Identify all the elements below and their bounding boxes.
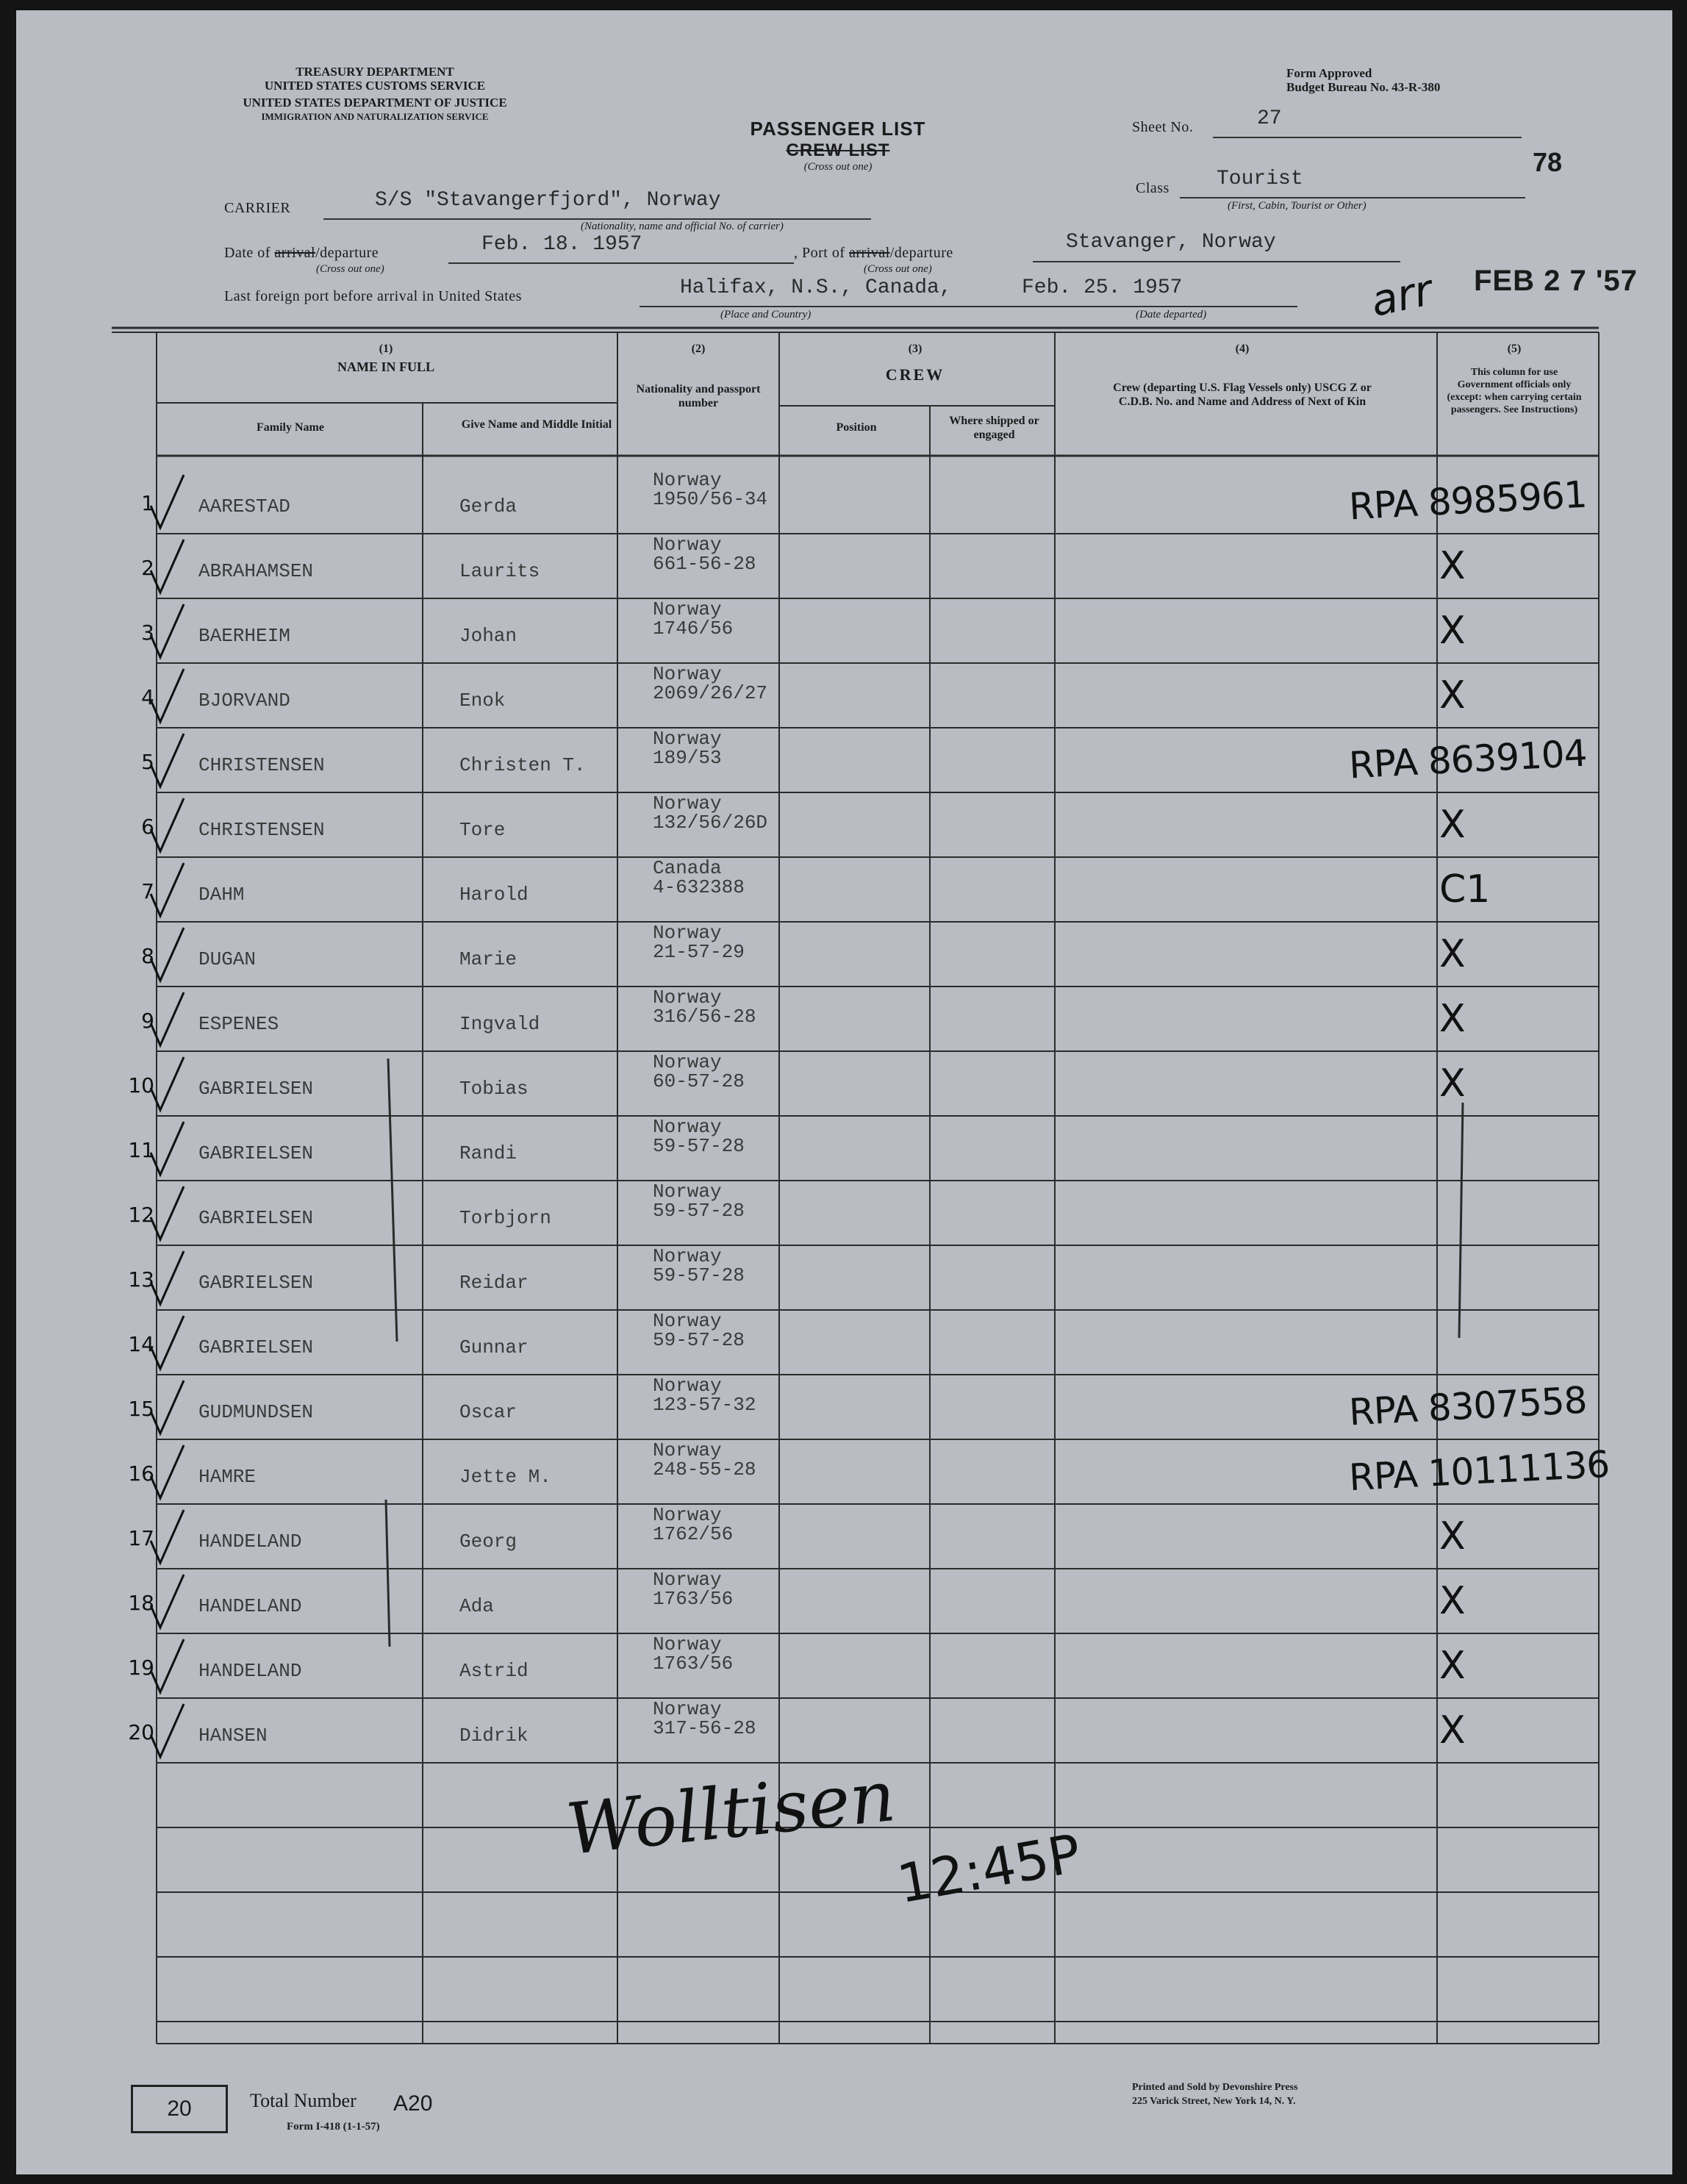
- family-name: GABRIELSEN: [198, 1336, 314, 1358]
- family-name: CHRISTENSEN: [198, 754, 325, 776]
- col2-number: (2): [691, 343, 706, 355]
- col5-title: This column for use Government officials only (except: when carrying certain passengers. See Instructions): [1447, 367, 1582, 415]
- cross-out-hint: (Cross out one): [803, 161, 873, 173]
- official-mark: RPA 8307558: [1347, 1378, 1588, 1434]
- last-port-label: Last foreign port before arrival in United States: [224, 288, 522, 304]
- family-name: DUGAN: [198, 948, 257, 970]
- row-number: 2: [141, 556, 154, 580]
- date-label-post: /departure: [315, 245, 379, 261]
- table-row: [0, 1633, 1687, 1698]
- carrier-label: CARRIER: [224, 200, 291, 216]
- table-row: [0, 1181, 1687, 1245]
- given-name: Ada: [459, 1595, 494, 1617]
- date-hint: (Cross out one): [316, 263, 384, 275]
- official-mark: X: [1439, 609, 1466, 653]
- col3-title: CREW: [885, 365, 945, 384]
- given-name: Enok: [459, 690, 506, 712]
- signature-time: 12:45P: [892, 1822, 1086, 1916]
- agency-line: TREASURY DEPARTMENT: [296, 65, 454, 79]
- last-port-date-hint: (Date departed): [1136, 309, 1207, 321]
- row-number: 3: [141, 620, 154, 645]
- table-row: [0, 534, 1687, 598]
- row-number: 12: [128, 1203, 154, 1227]
- given-name: Christen T.: [459, 754, 586, 776]
- arrival-handwritten: arr: [1366, 265, 1437, 326]
- class-value: Tourist: [1217, 168, 1303, 190]
- row-number: 11: [128, 1138, 154, 1162]
- official-mark: RPA 10111136: [1347, 1442, 1611, 1500]
- total-value: A20: [393, 2091, 433, 2116]
- nationality: Norway: [653, 1375, 722, 1397]
- row-number: 5: [141, 750, 154, 774]
- col1-family-name: Family Name: [257, 421, 324, 434]
- passport-number: 59-57-28: [653, 1200, 745, 1222]
- nationality: Norway: [653, 1181, 722, 1203]
- nationality: Norway: [653, 792, 722, 814]
- passport-number: 60-57-28: [653, 1070, 745, 1092]
- official-mark: X: [1439, 932, 1466, 976]
- form-number: Form I-418 (1-1-57): [287, 2121, 380, 2133]
- passport-number: 132/56/26D: [653, 812, 768, 834]
- family-name: GABRIELSEN: [198, 1207, 314, 1229]
- passport-number: 317-56-28: [653, 1717, 756, 1739]
- family-name: DAHM: [198, 884, 245, 906]
- form-approved: Form Approved: [1286, 66, 1372, 80]
- date-label-crossed: arrival: [274, 245, 316, 261]
- nationality: Norway: [653, 987, 722, 1009]
- passport-number: 4-632388: [653, 876, 745, 898]
- nationality: Norway: [653, 728, 722, 750]
- family-name: BJORVAND: [198, 690, 290, 712]
- printer-info: [1132, 2080, 1297, 2108]
- row-number: 8: [141, 944, 154, 968]
- family-name: HANDELAND: [198, 1530, 302, 1553]
- row-number: 4: [141, 685, 154, 709]
- col1-given-name: Give Name and Middle Initial: [461, 418, 612, 431]
- nationality: Norway: [653, 1245, 722, 1267]
- passport-number: 661-56-28: [653, 553, 756, 575]
- nationality: Norway: [653, 663, 722, 685]
- passport-number: 1763/56: [653, 1653, 734, 1675]
- agency-line: UNITED STATES DEPARTMENT OF JUSTICE: [243, 96, 507, 110]
- title-crew-list-crossed: CREW LIST: [786, 140, 890, 160]
- table-row: [0, 1698, 1687, 1763]
- sheet-number: 27: [1257, 107, 1282, 130]
- official-mark: X: [1439, 997, 1466, 1041]
- given-name: Tore: [459, 819, 506, 841]
- nationality: Norway: [653, 1504, 722, 1526]
- nationality: Norway: [653, 1569, 722, 1591]
- given-name: Oscar: [459, 1401, 517, 1423]
- passport-number: 59-57-28: [653, 1329, 745, 1351]
- passport-number: 1762/56: [653, 1523, 734, 1545]
- given-name: Ingvald: [459, 1013, 540, 1035]
- row-number: 17: [128, 1526, 154, 1550]
- official-mark: RPA 8985961: [1347, 473, 1588, 529]
- row-number: 18: [128, 1591, 154, 1615]
- passport-number: 59-57-28: [653, 1135, 745, 1157]
- given-name: Gerda: [459, 495, 517, 518]
- col3-position: Position: [836, 421, 877, 434]
- table-row: [0, 1116, 1687, 1181]
- departure-date: Feb. 18. 1957: [481, 233, 642, 256]
- row-number: 10: [128, 1073, 154, 1098]
- col1-title: NAME IN FULL: [337, 359, 434, 374]
- family-name: HAMRE: [198, 1466, 257, 1488]
- table-row: [0, 857, 1687, 922]
- official-mark: X: [1439, 803, 1466, 847]
- given-name: Randi: [459, 1142, 517, 1164]
- family-name: AARESTAD: [198, 495, 290, 518]
- nationality: Norway: [653, 1051, 722, 1073]
- table-row: [0, 1375, 1687, 1439]
- table-row: [0, 1051, 1687, 1116]
- class-label: Class: [1136, 180, 1170, 196]
- official-mark: X: [1439, 1579, 1466, 1623]
- row-number: 15: [128, 1397, 154, 1421]
- passport-number: 1763/56: [653, 1588, 734, 1610]
- family-name: ESPENES: [198, 1013, 279, 1035]
- given-name: Reidar: [459, 1272, 529, 1294]
- given-name: Tobias: [459, 1078, 529, 1100]
- official-mark: X: [1439, 673, 1466, 717]
- agency-line: IMMIGRATION AND NATURALIZATION SERVICE: [261, 111, 489, 122]
- table-row: [0, 987, 1687, 1051]
- given-name: Jette M.: [459, 1466, 551, 1488]
- row-number: 20: [128, 1720, 154, 1744]
- col5-number: (5): [1507, 343, 1522, 355]
- table-row: [0, 792, 1687, 857]
- table-row: [0, 1504, 1687, 1569]
- table-row: [0, 469, 1687, 534]
- row-number: 16: [128, 1461, 154, 1486]
- agency-line: UNITED STATES CUSTOMS SERVICE: [264, 79, 486, 93]
- nationality: Norway: [653, 598, 722, 620]
- table-row: [0, 1310, 1687, 1375]
- nationality: Norway: [653, 1439, 722, 1461]
- last-port-hint: (Place and Country): [720, 309, 812, 321]
- family-name: GABRIELSEN: [198, 1142, 314, 1164]
- title-passenger-list: PASSENGER LIST: [750, 118, 926, 140]
- row-number: 7: [141, 879, 154, 903]
- table-row: [0, 728, 1687, 792]
- row-number: 6: [141, 814, 154, 839]
- signature: Wolltisen: [562, 1754, 900, 1872]
- nationality: Canada: [653, 857, 722, 879]
- family-name: HANDELAND: [198, 1595, 302, 1617]
- official-mark: X: [1439, 1514, 1466, 1558]
- budget-bureau: Budget Bureau No. 43-R-380: [1286, 80, 1441, 94]
- passport-number: 189/53: [653, 747, 722, 769]
- official-mark: X: [1439, 544, 1466, 588]
- passport-number: 316/56-28: [653, 1006, 756, 1028]
- given-name: Georg: [459, 1530, 517, 1553]
- sheet-label: Sheet No.: [1132, 119, 1194, 135]
- col1-number: (1): [379, 343, 393, 355]
- official-mark: X: [1439, 1061, 1466, 1106]
- nationality: Norway: [653, 1698, 722, 1720]
- arrival-stamp: FEB 2 7 '57: [1474, 265, 1638, 297]
- col3-where-shipped: Where shipped or engaged: [949, 415, 1039, 441]
- last-port-date: Feb. 25. 1957: [1022, 276, 1183, 299]
- col4-number: (4): [1235, 343, 1250, 355]
- total-box-value: 20: [167, 2097, 192, 2121]
- nationality: Norway: [653, 1310, 722, 1332]
- nationality: Norway: [653, 469, 722, 491]
- family-name: BAERHEIM: [198, 625, 290, 647]
- row-number: 1: [141, 491, 154, 515]
- carrier-hint: (Nationality, name and official No. of carrier): [581, 221, 784, 232]
- official-mark: X: [1439, 1708, 1466, 1752]
- passport-number: 1950/56-34: [653, 488, 768, 510]
- col2-title: Nationality and passport number: [636, 383, 761, 409]
- nationality: Norway: [653, 1633, 722, 1655]
- family-name: HANDELAND: [198, 1660, 302, 1682]
- total-box: [131, 2085, 228, 2133]
- col4-title: Crew (departing U.S. Flag Vessels only) USCG Z or C.D.B. No. and Name and Address of Next of Kin: [1113, 382, 1372, 408]
- given-name: Harold: [459, 884, 529, 906]
- printer-line-2: 225 Varick Street, New York 14, N. Y.: [1132, 2096, 1296, 2107]
- port-label-post: /departure: [889, 245, 953, 261]
- printer-line-1: Printed and Sold by Devonshire Press: [1132, 2082, 1298, 2093]
- last-port-value: Halifax, N.S., Canada,: [680, 276, 952, 299]
- table-row: [0, 922, 1687, 987]
- nationality: Norway: [653, 1116, 722, 1138]
- table-row: [0, 1245, 1687, 1310]
- family-name: GUDMUNDSEN: [198, 1401, 314, 1423]
- table-row: [0, 598, 1687, 663]
- passport-number: 1746/56: [653, 617, 734, 640]
- port-hint: (Cross out one): [864, 263, 932, 275]
- official-mark: X: [1439, 1644, 1466, 1688]
- port-label-pre: , Port of: [794, 245, 845, 261]
- given-name: Astrid: [459, 1660, 529, 1682]
- given-name: Marie: [459, 948, 517, 970]
- family-name: GABRIELSEN: [198, 1078, 314, 1100]
- family-name: ABRAHAMSEN: [198, 560, 314, 582]
- total-label: Total Number: [250, 2090, 357, 2111]
- row-number: 19: [128, 1655, 154, 1680]
- family-name: HANSEN: [198, 1725, 268, 1747]
- table-row: [0, 1439, 1687, 1504]
- port-label-crossed: arrival: [849, 245, 890, 261]
- official-mark: RPA 8639104: [1347, 731, 1588, 787]
- row-number: 14: [128, 1332, 154, 1356]
- passport-number: 59-57-28: [653, 1264, 745, 1286]
- sheet-stamp: 78: [1533, 147, 1563, 177]
- passport-number: 2069/26/27: [653, 682, 768, 704]
- given-name: Johan: [459, 625, 517, 647]
- col3-number: (3): [908, 343, 923, 355]
- carrier-value: S/S "Stavangerfjord", Norway: [375, 189, 721, 212]
- given-name: Gunnar: [459, 1336, 529, 1358]
- official-mark: C1: [1439, 867, 1491, 912]
- given-name: Torbjorn: [459, 1207, 551, 1229]
- passport-number: 123-57-32: [653, 1394, 756, 1416]
- family-name: CHRISTENSEN: [198, 819, 325, 841]
- passport-number: 248-55-28: [653, 1458, 756, 1481]
- given-name: Laurits: [459, 560, 540, 582]
- given-name: Didrik: [459, 1725, 529, 1747]
- table-row: [0, 1569, 1687, 1633]
- table-row: [0, 663, 1687, 728]
- family-name: GABRIELSEN: [198, 1272, 314, 1294]
- row-number: 9: [141, 1009, 154, 1033]
- class-hint: (First, Cabin, Tourist or Other): [1228, 200, 1367, 212]
- departure-port: Stavanger, Norway: [1066, 231, 1276, 254]
- passport-number: 21-57-29: [653, 941, 745, 963]
- nationality: Norway: [653, 534, 722, 556]
- date-label-pre: Date of: [224, 245, 271, 261]
- row-number: 13: [128, 1267, 154, 1292]
- nationality: Norway: [653, 922, 722, 944]
